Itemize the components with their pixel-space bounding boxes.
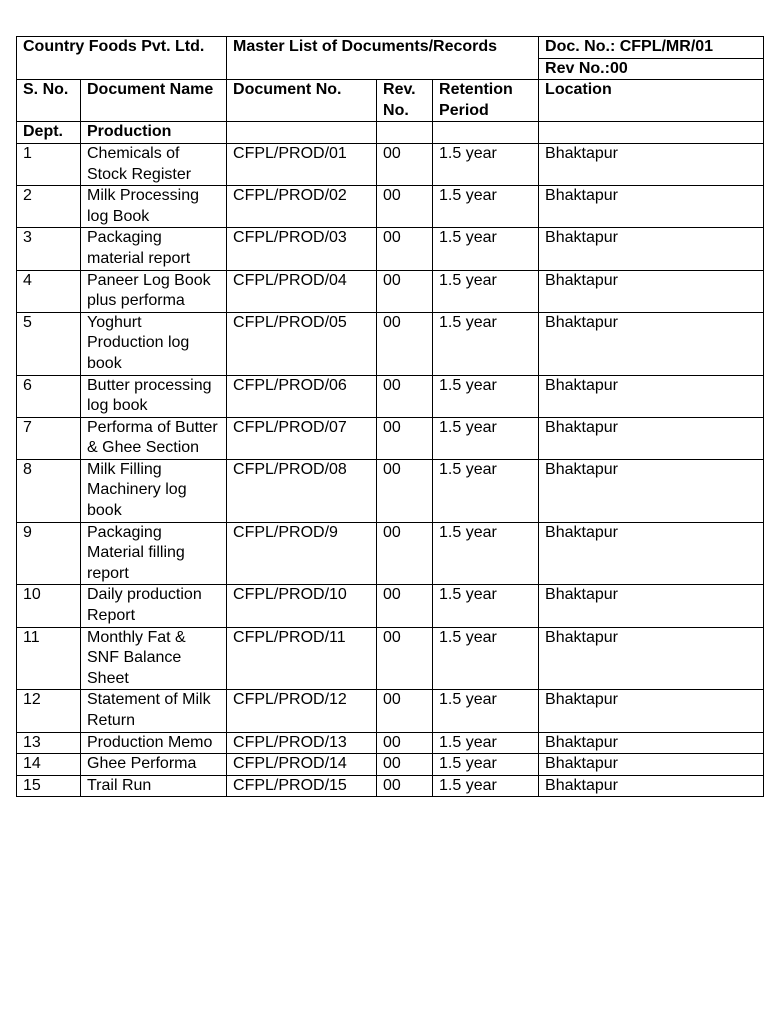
- row-rev-no: 00: [377, 522, 433, 585]
- row-location: Bhaktapur: [539, 732, 764, 754]
- row-document-no: CFPL/PROD/9: [227, 522, 377, 585]
- col-header-rev-no: Rev. No.: [377, 80, 433, 122]
- row-location: Bhaktapur: [539, 775, 764, 797]
- col-header-location: Location: [539, 80, 764, 122]
- row-retention-period: 1.5 year: [433, 585, 539, 627]
- row-rev-no: 00: [377, 627, 433, 690]
- row-document-name: Paneer Log Book plus performa: [81, 270, 227, 312]
- table-row: [17, 690, 764, 732]
- column-header-row: [17, 80, 764, 122]
- row-rev-no: 00: [377, 228, 433, 270]
- row-retention-period: 1.5 year: [433, 732, 539, 754]
- row-document-no: CFPL/PROD/05: [227, 312, 377, 375]
- row-retention-period: 1.5 year: [433, 417, 539, 459]
- row-document-no: CFPL/PROD/07: [227, 417, 377, 459]
- row-rev-no: 00: [377, 186, 433, 228]
- dept-label: Dept.: [17, 122, 81, 144]
- row-retention-period: 1.5 year: [433, 270, 539, 312]
- row-document-name: Performa of Butter & Ghee Section: [81, 417, 227, 459]
- row-retention-period: 1.5 year: [433, 375, 539, 417]
- row-retention-period: 1.5 year: [433, 754, 539, 776]
- col-header-document-name: Document Name: [81, 80, 227, 122]
- table-row: [17, 312, 764, 375]
- row-retention-period: 1.5 year: [433, 228, 539, 270]
- row-document-name: Milk Filling Machinery log book: [81, 459, 227, 522]
- row-location: Bhaktapur: [539, 143, 764, 185]
- row-rev-no: 00: [377, 417, 433, 459]
- table-row: [17, 375, 764, 417]
- table-row: [17, 186, 764, 228]
- row-document-no: CFPL/PROD/04: [227, 270, 377, 312]
- row-document-name: Packaging material report: [81, 228, 227, 270]
- table-row: [17, 754, 764, 776]
- row-document-name: Production Memo: [81, 732, 227, 754]
- row-sno: 13: [17, 732, 81, 754]
- row-document-name: Yoghurt Production log book: [81, 312, 227, 375]
- row-document-name: Daily production Report: [81, 585, 227, 627]
- row-sno: 4: [17, 270, 81, 312]
- row-document-no: CFPL/PROD/08: [227, 459, 377, 522]
- row-retention-period: 1.5 year: [433, 186, 539, 228]
- table-row: [17, 417, 764, 459]
- row-sno: 6: [17, 375, 81, 417]
- row-location: Bhaktapur: [539, 186, 764, 228]
- row-location: Bhaktapur: [539, 312, 764, 375]
- row-sno: 9: [17, 522, 81, 585]
- master-list-table: [16, 36, 764, 797]
- row-retention-period: 1.5 year: [433, 627, 539, 690]
- row-rev-no: 00: [377, 375, 433, 417]
- col-header-sno: S. No.: [17, 80, 81, 122]
- row-document-name: Packaging Material filling report: [81, 522, 227, 585]
- row-rev-no: 00: [377, 143, 433, 185]
- row-location: Bhaktapur: [539, 522, 764, 585]
- row-document-no: CFPL/PROD/01: [227, 143, 377, 185]
- row-rev-no: 00: [377, 585, 433, 627]
- company-name: Country Foods Pvt. Ltd.: [17, 37, 227, 80]
- dept-value: Production: [81, 122, 227, 144]
- row-sno: 7: [17, 417, 81, 459]
- row-sno: 11: [17, 627, 81, 690]
- table-row: [17, 522, 764, 585]
- table-row: [17, 627, 764, 690]
- row-document-no: CFPL/PROD/13: [227, 732, 377, 754]
- row-location: Bhaktapur: [539, 690, 764, 732]
- row-document-no: CFPL/PROD/11: [227, 627, 377, 690]
- row-rev-no: 00: [377, 754, 433, 776]
- col-header-document-no: Document No.: [227, 80, 377, 122]
- table-row: [17, 775, 764, 797]
- row-retention-period: 1.5 year: [433, 775, 539, 797]
- row-retention-period: 1.5 year: [433, 690, 539, 732]
- col-header-retention-period: Retention Period: [433, 80, 539, 122]
- table-row: [17, 270, 764, 312]
- row-document-name: Statement of Milk Return: [81, 690, 227, 732]
- row-document-name: Butter processing log book: [81, 375, 227, 417]
- row-rev-no: 00: [377, 312, 433, 375]
- header-row: [17, 37, 764, 59]
- table-row: [17, 143, 764, 185]
- row-document-no: CFPL/PROD/12: [227, 690, 377, 732]
- row-document-no: CFPL/PROD/03: [227, 228, 377, 270]
- row-location: Bhaktapur: [539, 585, 764, 627]
- row-sno: 14: [17, 754, 81, 776]
- table-row: [17, 732, 764, 754]
- row-location: Bhaktapur: [539, 270, 764, 312]
- row-sno: 5: [17, 312, 81, 375]
- row-retention-period: 1.5 year: [433, 312, 539, 375]
- row-location: Bhaktapur: [539, 754, 764, 776]
- row-location: Bhaktapur: [539, 375, 764, 417]
- row-retention-period: 1.5 year: [433, 522, 539, 585]
- row-location: Bhaktapur: [539, 228, 764, 270]
- document-title: Master List of Documents/Records: [227, 37, 539, 80]
- row-document-name: Chemicals of Stock Register: [81, 143, 227, 185]
- dept-row: [17, 122, 764, 144]
- table-row: [17, 228, 764, 270]
- rev-number: Rev No.:00: [539, 58, 764, 80]
- row-rev-no: 00: [377, 732, 433, 754]
- row-document-name: Trail Run: [81, 775, 227, 797]
- doc-number: Doc. No.: CFPL/MR/01: [539, 37, 764, 59]
- row-sno: 10: [17, 585, 81, 627]
- table-row: [17, 459, 764, 522]
- row-retention-period: 1.5 year: [433, 459, 539, 522]
- row-location: Bhaktapur: [539, 417, 764, 459]
- row-retention-period: 1.5 year: [433, 143, 539, 185]
- row-document-name: Milk Processing log Book: [81, 186, 227, 228]
- row-sno: 1: [17, 143, 81, 185]
- row-sno: 12: [17, 690, 81, 732]
- row-document-no: CFPL/PROD/15: [227, 775, 377, 797]
- row-sno: 15: [17, 775, 81, 797]
- table-row: [17, 585, 764, 627]
- row-document-no: CFPL/PROD/02: [227, 186, 377, 228]
- row-document-name: Ghee Performa: [81, 754, 227, 776]
- row-location: Bhaktapur: [539, 459, 764, 522]
- row-rev-no: 00: [377, 459, 433, 522]
- row-document-name: Monthly Fat & SNF Balance Sheet: [81, 627, 227, 690]
- row-sno: 3: [17, 228, 81, 270]
- row-sno: 2: [17, 186, 81, 228]
- row-document-no: CFPL/PROD/06: [227, 375, 377, 417]
- row-rev-no: 00: [377, 690, 433, 732]
- row-rev-no: 00: [377, 775, 433, 797]
- row-document-no: CFPL/PROD/14: [227, 754, 377, 776]
- row-sno: 8: [17, 459, 81, 522]
- row-location: Bhaktapur: [539, 627, 764, 690]
- row-rev-no: 00: [377, 270, 433, 312]
- row-document-no: CFPL/PROD/10: [227, 585, 377, 627]
